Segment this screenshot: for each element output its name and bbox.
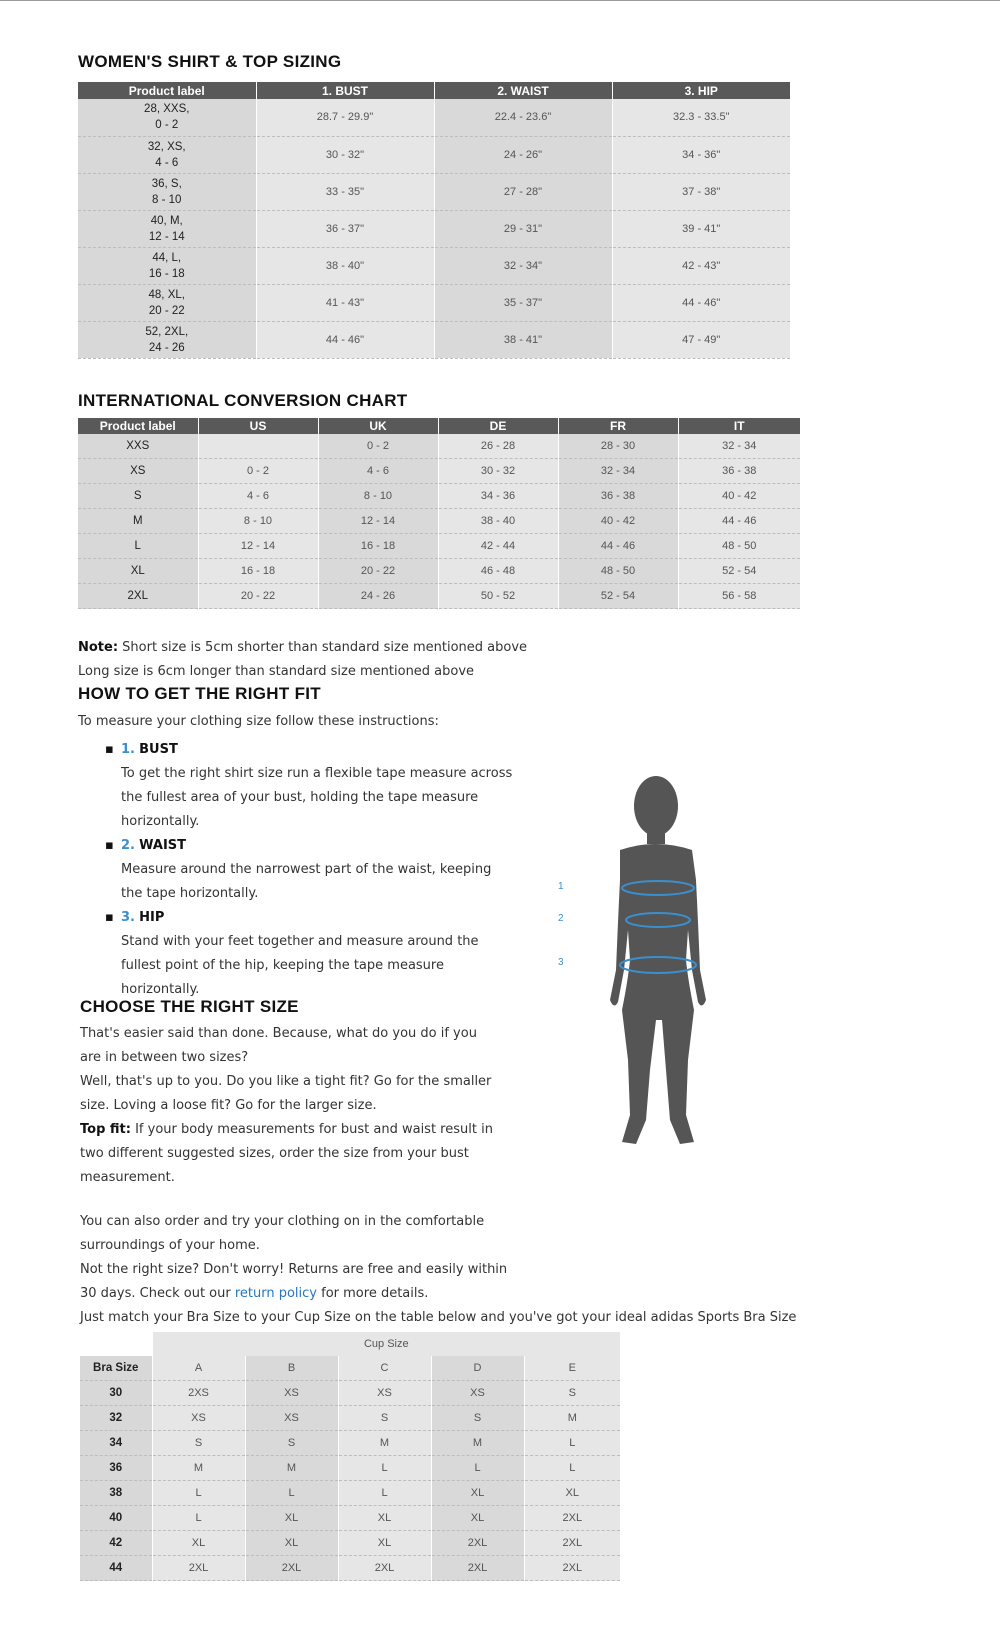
it-cell: 56 - 58 [678, 584, 800, 609]
bra-size-cell: 42 [80, 1531, 152, 1556]
recommended-size-cell: L [524, 1431, 620, 1456]
waist-cell: 22.4 - 23.6" [434, 99, 612, 136]
table-row [78, 559, 800, 584]
recommended-size-cell: XS [431, 1381, 524, 1406]
product-label-cell: S [78, 484, 198, 509]
us-cell [198, 434, 318, 459]
conv-header-de: DE [438, 418, 558, 434]
bullet-icon: ▪ [105, 838, 114, 853]
fit-title: HOW TO GET THE RIGHT FIT [78, 684, 321, 703]
product-label-cell [78, 321, 256, 358]
fit-item-hip [105, 906, 535, 1002]
de-cell: 38 - 40 [438, 509, 558, 534]
recommended-size-cell: 2XL [431, 1556, 524, 1581]
choose-topfit [80, 1118, 500, 1190]
bra-size-cell: 32 [80, 1406, 152, 1431]
bust-cell: 44 - 46" [256, 321, 434, 358]
product-label-cell [78, 136, 256, 173]
uk-cell: 24 - 26 [318, 584, 438, 609]
recommended-size-cell: L [152, 1506, 245, 1531]
product-label-line-2: 24 - 26 [148, 341, 185, 354]
recommended-size-cell: 2XS [152, 1381, 245, 1406]
recommended-size-cell: XS [152, 1406, 245, 1431]
table-row [78, 210, 790, 247]
recommended-size-cell: XL [524, 1481, 620, 1506]
cup-label-cell: A [152, 1356, 245, 1381]
fit-intro: To measure your clothing size follow these instructions: [78, 714, 439, 729]
choose-p4 [80, 1258, 510, 1306]
fr-cell: 28 - 30 [558, 434, 678, 459]
it-cell: 32 - 34 [678, 434, 800, 459]
table-row [78, 534, 800, 559]
recommended-size-cell: XL [431, 1481, 524, 1506]
bust-cell: 41 - 43" [256, 284, 434, 321]
header-waist: 2. WAIST [434, 82, 612, 99]
table-row [78, 284, 790, 321]
recommended-size-cell: XL [338, 1506, 431, 1531]
bra-size-cell: 34 [80, 1431, 152, 1456]
waist-cell: 29 - 31" [434, 210, 612, 247]
hip-cell: 32.3 - 33.5" [612, 99, 790, 136]
table-row [78, 584, 800, 609]
returns-pre: Not the right size? Don't worry! Returns are free and easily within 30 days. Check out our [80, 1262, 508, 1301]
table-row [78, 99, 790, 136]
recommended-size-cell: L [524, 1456, 620, 1481]
recommended-size-cell: 2XL [152, 1556, 245, 1581]
waist-cell: 38 - 41" [434, 321, 612, 358]
product-label-line-1: 28, XXS, [144, 103, 190, 116]
table-row [80, 1456, 620, 1481]
mark-3: 3 [558, 957, 564, 968]
fit-item-heading: BUST [139, 742, 178, 757]
product-label-line-1: 44, L, [152, 251, 182, 264]
waist-cell: 32 - 34" [434, 247, 612, 284]
recommended-size-cell: 2XL [431, 1531, 524, 1556]
table-row [80, 1406, 620, 1431]
cup-size-header: Cup Size [152, 1332, 620, 1356]
recommended-size-cell: XL [245, 1531, 338, 1556]
fr-cell: 48 - 50 [558, 559, 678, 584]
recommended-size-cell: M [245, 1456, 338, 1481]
de-cell: 46 - 48 [438, 559, 558, 584]
fit-item-heading: WAIST [139, 838, 187, 853]
fr-cell: 40 - 42 [558, 509, 678, 534]
product-label-line-2: 4 - 6 [155, 156, 179, 169]
hip-cell: 47 - 49" [612, 321, 790, 358]
recommended-size-cell: L [338, 1481, 431, 1506]
fit-item-waist [105, 834, 535, 906]
bra-size-cell: 44 [80, 1556, 152, 1581]
mark-1: 1 [558, 881, 564, 892]
bust-cell: 30 - 32" [256, 136, 434, 173]
conv-header-uk: UK [318, 418, 438, 434]
product-label-cell [78, 247, 256, 284]
recommended-size-cell: XL [152, 1531, 245, 1556]
waist-cell: 35 - 37" [434, 284, 612, 321]
fr-cell: 52 - 54 [558, 584, 678, 609]
recommended-size-cell: M [431, 1431, 524, 1456]
recommended-size-cell: L [431, 1456, 524, 1481]
table-row [80, 1531, 620, 1556]
product-label-cell: 2XL [78, 584, 198, 609]
choose-title: CHOOSE THE RIGHT SIZE [80, 997, 299, 1016]
uk-cell: 16 - 18 [318, 534, 438, 559]
product-label-line-1: 52, 2XL, [145, 325, 189, 338]
hip-cell: 44 - 46" [612, 284, 790, 321]
product-label-cell [78, 284, 256, 321]
us-cell: 8 - 10 [198, 509, 318, 534]
recommended-size-cell: M [338, 1431, 431, 1456]
choose-p1: That's easier said than done. Because, what do you do if you are in between two sizes? [80, 1026, 477, 1065]
product-label-cell: M [78, 509, 198, 534]
returns-text [80, 1210, 510, 1306]
recommended-size-cell: S [524, 1381, 620, 1406]
product-label-line-2: 0 - 2 [155, 119, 179, 132]
table-row [80, 1431, 620, 1456]
waist-cell: 24 - 26" [434, 136, 612, 173]
hip-cell: 39 - 41" [612, 210, 790, 247]
topfit-text: If your body measurements for bust and waist result in two different suggested sizes, order the size from your bust measurement. [80, 1122, 493, 1185]
de-cell: 50 - 52 [438, 584, 558, 609]
bra-size-table [80, 1332, 620, 1581]
product-label-line-1: 48, XL, [148, 288, 185, 301]
recommended-size-cell: L [152, 1481, 245, 1506]
bullet-icon: ▪ [105, 742, 114, 757]
product-label-line-1: 36, S, [151, 177, 182, 190]
recommended-size-cell: S [338, 1406, 431, 1431]
us-cell: 0 - 2 [198, 459, 318, 484]
table-row [78, 484, 800, 509]
recommended-size-cell: 2XL [245, 1556, 338, 1581]
recommended-size-cell: S [152, 1431, 245, 1456]
topfit-label: Top fit: [80, 1122, 131, 1137]
table-row [78, 509, 800, 534]
us-cell: 4 - 6 [198, 484, 318, 509]
return-policy-link[interactable]: return policy [234, 1286, 317, 1301]
product-label-line-1: 32, XS, [147, 140, 186, 153]
table-row [80, 1481, 620, 1506]
product-label-cell [78, 99, 256, 136]
note-text-1: Short size is 5cm shorter than standard size mentioned above [118, 640, 528, 655]
table-row [80, 1506, 620, 1531]
table-row [78, 247, 790, 284]
product-label-cell [78, 173, 256, 210]
returns-post: for more details. [317, 1286, 429, 1301]
fr-cell: 32 - 34 [558, 459, 678, 484]
top-divider [0, 0, 1000, 1]
it-cell: 48 - 50 [678, 534, 800, 559]
recommended-size-cell: XL [245, 1506, 338, 1531]
product-label-cell: L [78, 534, 198, 559]
fit-item-bust [105, 738, 535, 834]
recommended-size-cell: 2XL [338, 1556, 431, 1581]
it-cell: 52 - 54 [678, 559, 800, 584]
uk-cell: 8 - 10 [318, 484, 438, 509]
de-cell: 34 - 36 [438, 484, 558, 509]
recommended-size-cell: XS [245, 1406, 338, 1431]
conv-header-fr: FR [558, 418, 678, 434]
us-cell: 12 - 14 [198, 534, 318, 559]
bra-size-label: Bra Size [80, 1356, 152, 1381]
conv-header-it: IT [678, 418, 800, 434]
recommended-size-cell: XS [338, 1381, 431, 1406]
recommended-size-cell: 2XL [524, 1531, 620, 1556]
cup-label-cell: E [524, 1356, 620, 1381]
recommended-size-cell: 2XL [524, 1506, 620, 1531]
header-product-label: Product label [78, 82, 256, 99]
recommended-size-cell: S [245, 1431, 338, 1456]
uk-cell: 12 - 14 [318, 509, 438, 534]
conversion-table [78, 418, 800, 609]
fit-item-number: 3. [121, 910, 135, 925]
table-row [78, 136, 790, 173]
product-label-cell: XS [78, 459, 198, 484]
choose-p2: Well, that's up to you. Do you like a tight fit? Go for the smaller size. Loving a loose fit? Go for the larger size. [80, 1074, 492, 1113]
bust-cell: 36 - 37" [256, 210, 434, 247]
recommended-size-cell: XL [338, 1531, 431, 1556]
recommended-size-cell: L [338, 1456, 431, 1481]
product-label-line-2: 8 - 10 [152, 193, 182, 206]
table-row [78, 173, 790, 210]
fit-item-text: To get the right shirt size run a flexible tape measure across the fullest area of your bust, holding the tape measure horizontally. [121, 766, 513, 829]
cup-label-cell: B [245, 1356, 338, 1381]
it-cell: 44 - 46 [678, 509, 800, 534]
bra-size-cell: 30 [80, 1381, 152, 1406]
product-label-cell [78, 210, 256, 247]
conversion-title: INTERNATIONAL CONVERSION CHART [78, 391, 408, 410]
body-measurement-figure [558, 770, 730, 1150]
table-row [80, 1381, 620, 1406]
table-row [78, 321, 790, 358]
product-label-line-1: 40, M, [150, 214, 183, 227]
note-line-1 [78, 636, 678, 660]
waist-cell: 27 - 28" [434, 173, 612, 210]
recommended-size-cell: M [152, 1456, 245, 1481]
shirt-sizing-title: WOMEN'S SHIRT & TOP SIZING [78, 52, 342, 71]
de-cell: 30 - 32 [438, 459, 558, 484]
product-label-line-2: 20 - 22 [148, 304, 185, 317]
de-cell: 42 - 44 [438, 534, 558, 559]
product-label-cell: XL [78, 559, 198, 584]
hip-cell: 34 - 36" [612, 136, 790, 173]
fit-item-text: Measure around the narrowest part of the waist, keeping the tape horizontally. [121, 862, 492, 901]
it-cell: 40 - 42 [678, 484, 800, 509]
uk-cell: 0 - 2 [318, 434, 438, 459]
fr-cell: 36 - 38 [558, 484, 678, 509]
choose-p3: You can also order and try your clothing on in the comfortable surroundings of your home. [80, 1214, 485, 1253]
table-row [80, 1556, 620, 1581]
us-cell: 16 - 18 [198, 559, 318, 584]
conv-header-us: US [198, 418, 318, 434]
hip-cell: 42 - 43" [612, 247, 790, 284]
fit-item-heading: HIP [139, 910, 165, 925]
bra-size-cell: 36 [80, 1456, 152, 1481]
de-cell: 26 - 28 [438, 434, 558, 459]
it-cell: 36 - 38 [678, 459, 800, 484]
recommended-size-cell: 2XL [524, 1556, 620, 1581]
header-bust: 1. BUST [256, 82, 434, 99]
note-block [78, 636, 678, 684]
bust-cell: 28.7 - 29.9" [256, 99, 434, 136]
hip-cell: 37 - 38" [612, 173, 790, 210]
us-cell: 20 - 22 [198, 584, 318, 609]
mark-2: 2 [558, 913, 564, 924]
cup-header-spacer [80, 1332, 152, 1356]
fit-item-number: 2. [121, 838, 135, 853]
bra-size-cell: 40 [80, 1506, 152, 1531]
product-label-cell: XXS [78, 434, 198, 459]
fit-item-number: 1. [121, 742, 135, 757]
fit-instructions-list [105, 738, 535, 1002]
bra-size-cell: 38 [80, 1481, 152, 1506]
table-row [78, 434, 800, 459]
choose-text [80, 1022, 500, 1190]
recommended-size-cell: XL [431, 1506, 524, 1531]
female-silhouette-icon [610, 776, 706, 1144]
cup-label-cell: D [431, 1356, 524, 1381]
recommended-size-cell: XS [245, 1381, 338, 1406]
recommended-size-cell: S [431, 1406, 524, 1431]
recommended-size-cell: M [524, 1406, 620, 1431]
recommended-size-cell: L [245, 1481, 338, 1506]
note-line-2: Long size is 6cm longer than standard size mentioned above [78, 664, 475, 679]
shirt-sizing-table [78, 82, 790, 359]
note-label: Note: [78, 640, 119, 655]
product-label-line-2: 16 - 18 [148, 267, 185, 280]
table-row [78, 459, 800, 484]
uk-cell: 20 - 22 [318, 559, 438, 584]
bra-intro: Just match your Bra Size to your Cup Size on the table below and you've got your ideal adidas Sports Bra Size [80, 1310, 797, 1325]
cup-label-cell: C [338, 1356, 431, 1381]
bust-cell: 38 - 40" [256, 247, 434, 284]
fr-cell: 44 - 46 [558, 534, 678, 559]
conv-header-product-label: Product label [78, 418, 198, 434]
product-label-line-2: 12 - 14 [148, 230, 185, 243]
uk-cell: 4 - 6 [318, 459, 438, 484]
bullet-icon: ▪ [105, 910, 114, 925]
fit-item-text: Stand with your feet together and measure around the fullest point of the hip, keeping the tape measure horizontally. [121, 934, 479, 997]
bust-cell: 33 - 35" [256, 173, 434, 210]
header-hip: 3. HIP [612, 82, 790, 99]
